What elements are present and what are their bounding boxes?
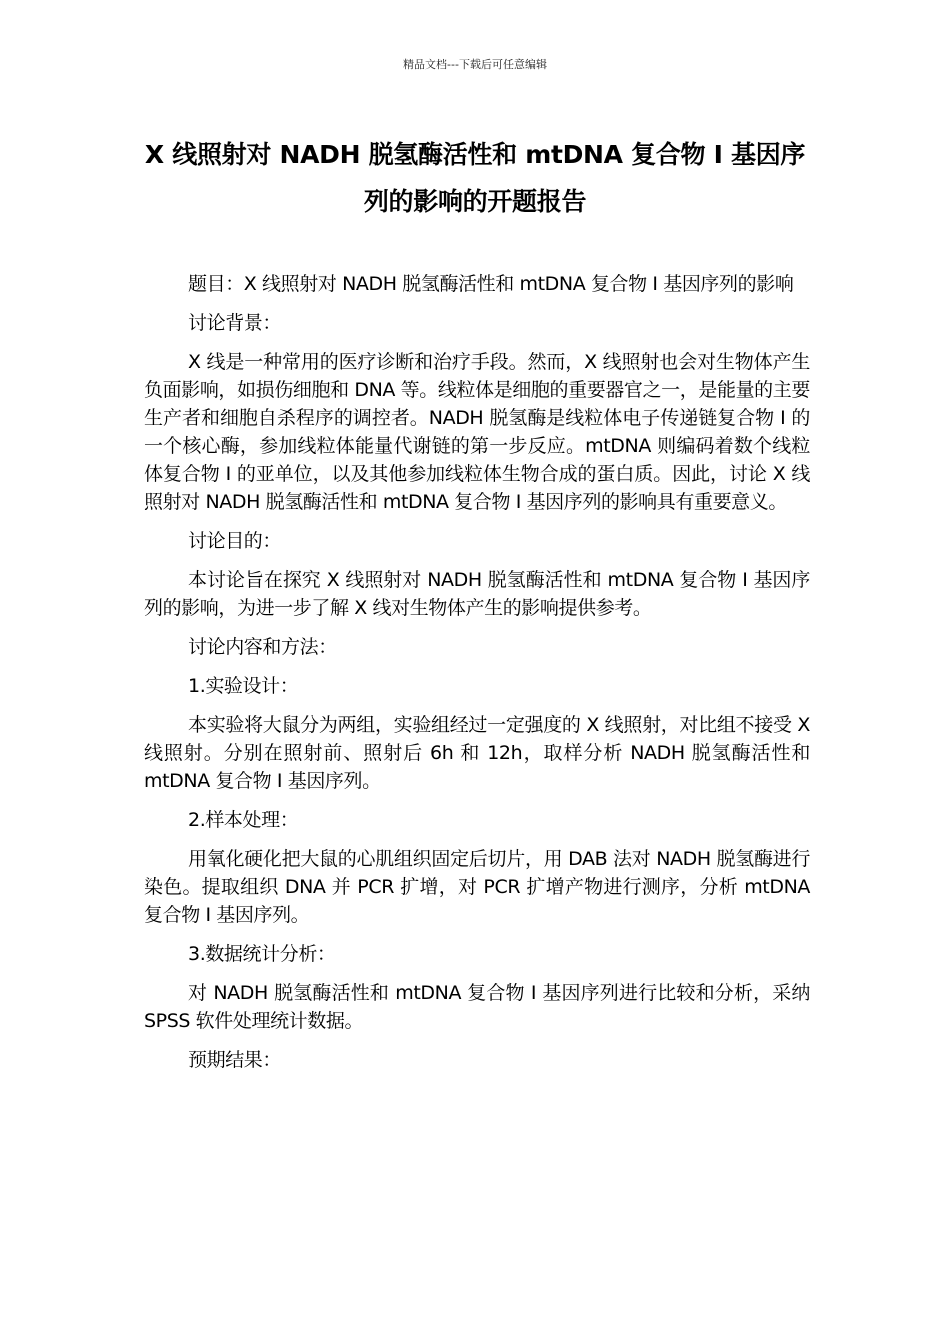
paragraph-experiment-design: 本实验将大鼠分为两组，实验组经过一定强度的 X 线照射，对比组不接受 X 线照射。分别在照射前、照射后 6h 和 12h，取样分析 NADH 脱氢酶活性和 mtDNA 复合物 I 基因序列。 bbox=[144, 714, 810, 792]
document-body bbox=[144, 270, 810, 1085]
paragraph-sample-processing: 用氧化硬化把大鼠的心肌组织固定后切片，用 DAB 法对 NADH 脱氢酶进行染色。提取组织 DNA 并 PCR 扩增，对 PCR 扩增产物进行测序，分析 mtDNA 复合物 I 基因序列。 bbox=[144, 848, 810, 926]
section-heading-background: 讨论背景： bbox=[188, 312, 282, 334]
subheading-sample-processing: 2.样本处理： bbox=[188, 809, 299, 831]
subheading-statistics: 3.数据统计分析： bbox=[188, 943, 336, 965]
paragraph-statistics: 对 NADH 脱氢酶活性和 mtDNA 复合物 I 基因序列进行比较和分析，采纳 SPSS 软件处理统计数据。 bbox=[144, 982, 810, 1032]
section-heading-content-methods: 讨论内容和方法： bbox=[188, 636, 337, 658]
section-heading-purpose: 讨论目的： bbox=[188, 530, 282, 552]
page-header-watermark: 精品文档---下载后可任意编辑 bbox=[403, 58, 547, 71]
section-heading-expected-results: 预期结果： bbox=[188, 1049, 282, 1071]
subheading-experiment-design: 1.实验设计： bbox=[188, 675, 299, 697]
document-title: X 线照射对 NADH 脱氢酶活性和 mtDNA 复合物 I 基因序列的影响的开题报告 bbox=[144, 140, 806, 216]
paragraph-topic: 题目：X 线照射对 NADH 脱氢酶活性和 mtDNA 复合物 I 基因序列的影响 bbox=[188, 273, 794, 295]
paragraph-background: X 线是一种常用的医疗诊断和治疗手段。然而，X 线照射也会对生物体产生负面影响，如损伤细胞和 DNA 等。线粒体是细胞的重要器官之一，是能量的主要生产者和细胞自杀程序的调控者。NADH 脱氢酶是线粒体电子传递链复合物 I 的一个核心酶，参加线粒体能量代谢链的第一步反应。mtDNA 则编码着数个线粒体复合物 I 的亚单位，以及其他参加线粒体生物合成的蛋白质。因此，讨论 X 线照射对 NADH 脱氢酶活性和 mtDNA 复合物 I 基因序列的影响具有重要意义。 bbox=[144, 351, 810, 513]
paragraph-purpose: 本讨论旨在探究 X 线照射对 NADH 脱氢酶活性和 mtDNA 复合物 I 基因序列的影响，为进一步了解 X 线对生物体产生的影响提供参考。 bbox=[144, 569, 810, 619]
